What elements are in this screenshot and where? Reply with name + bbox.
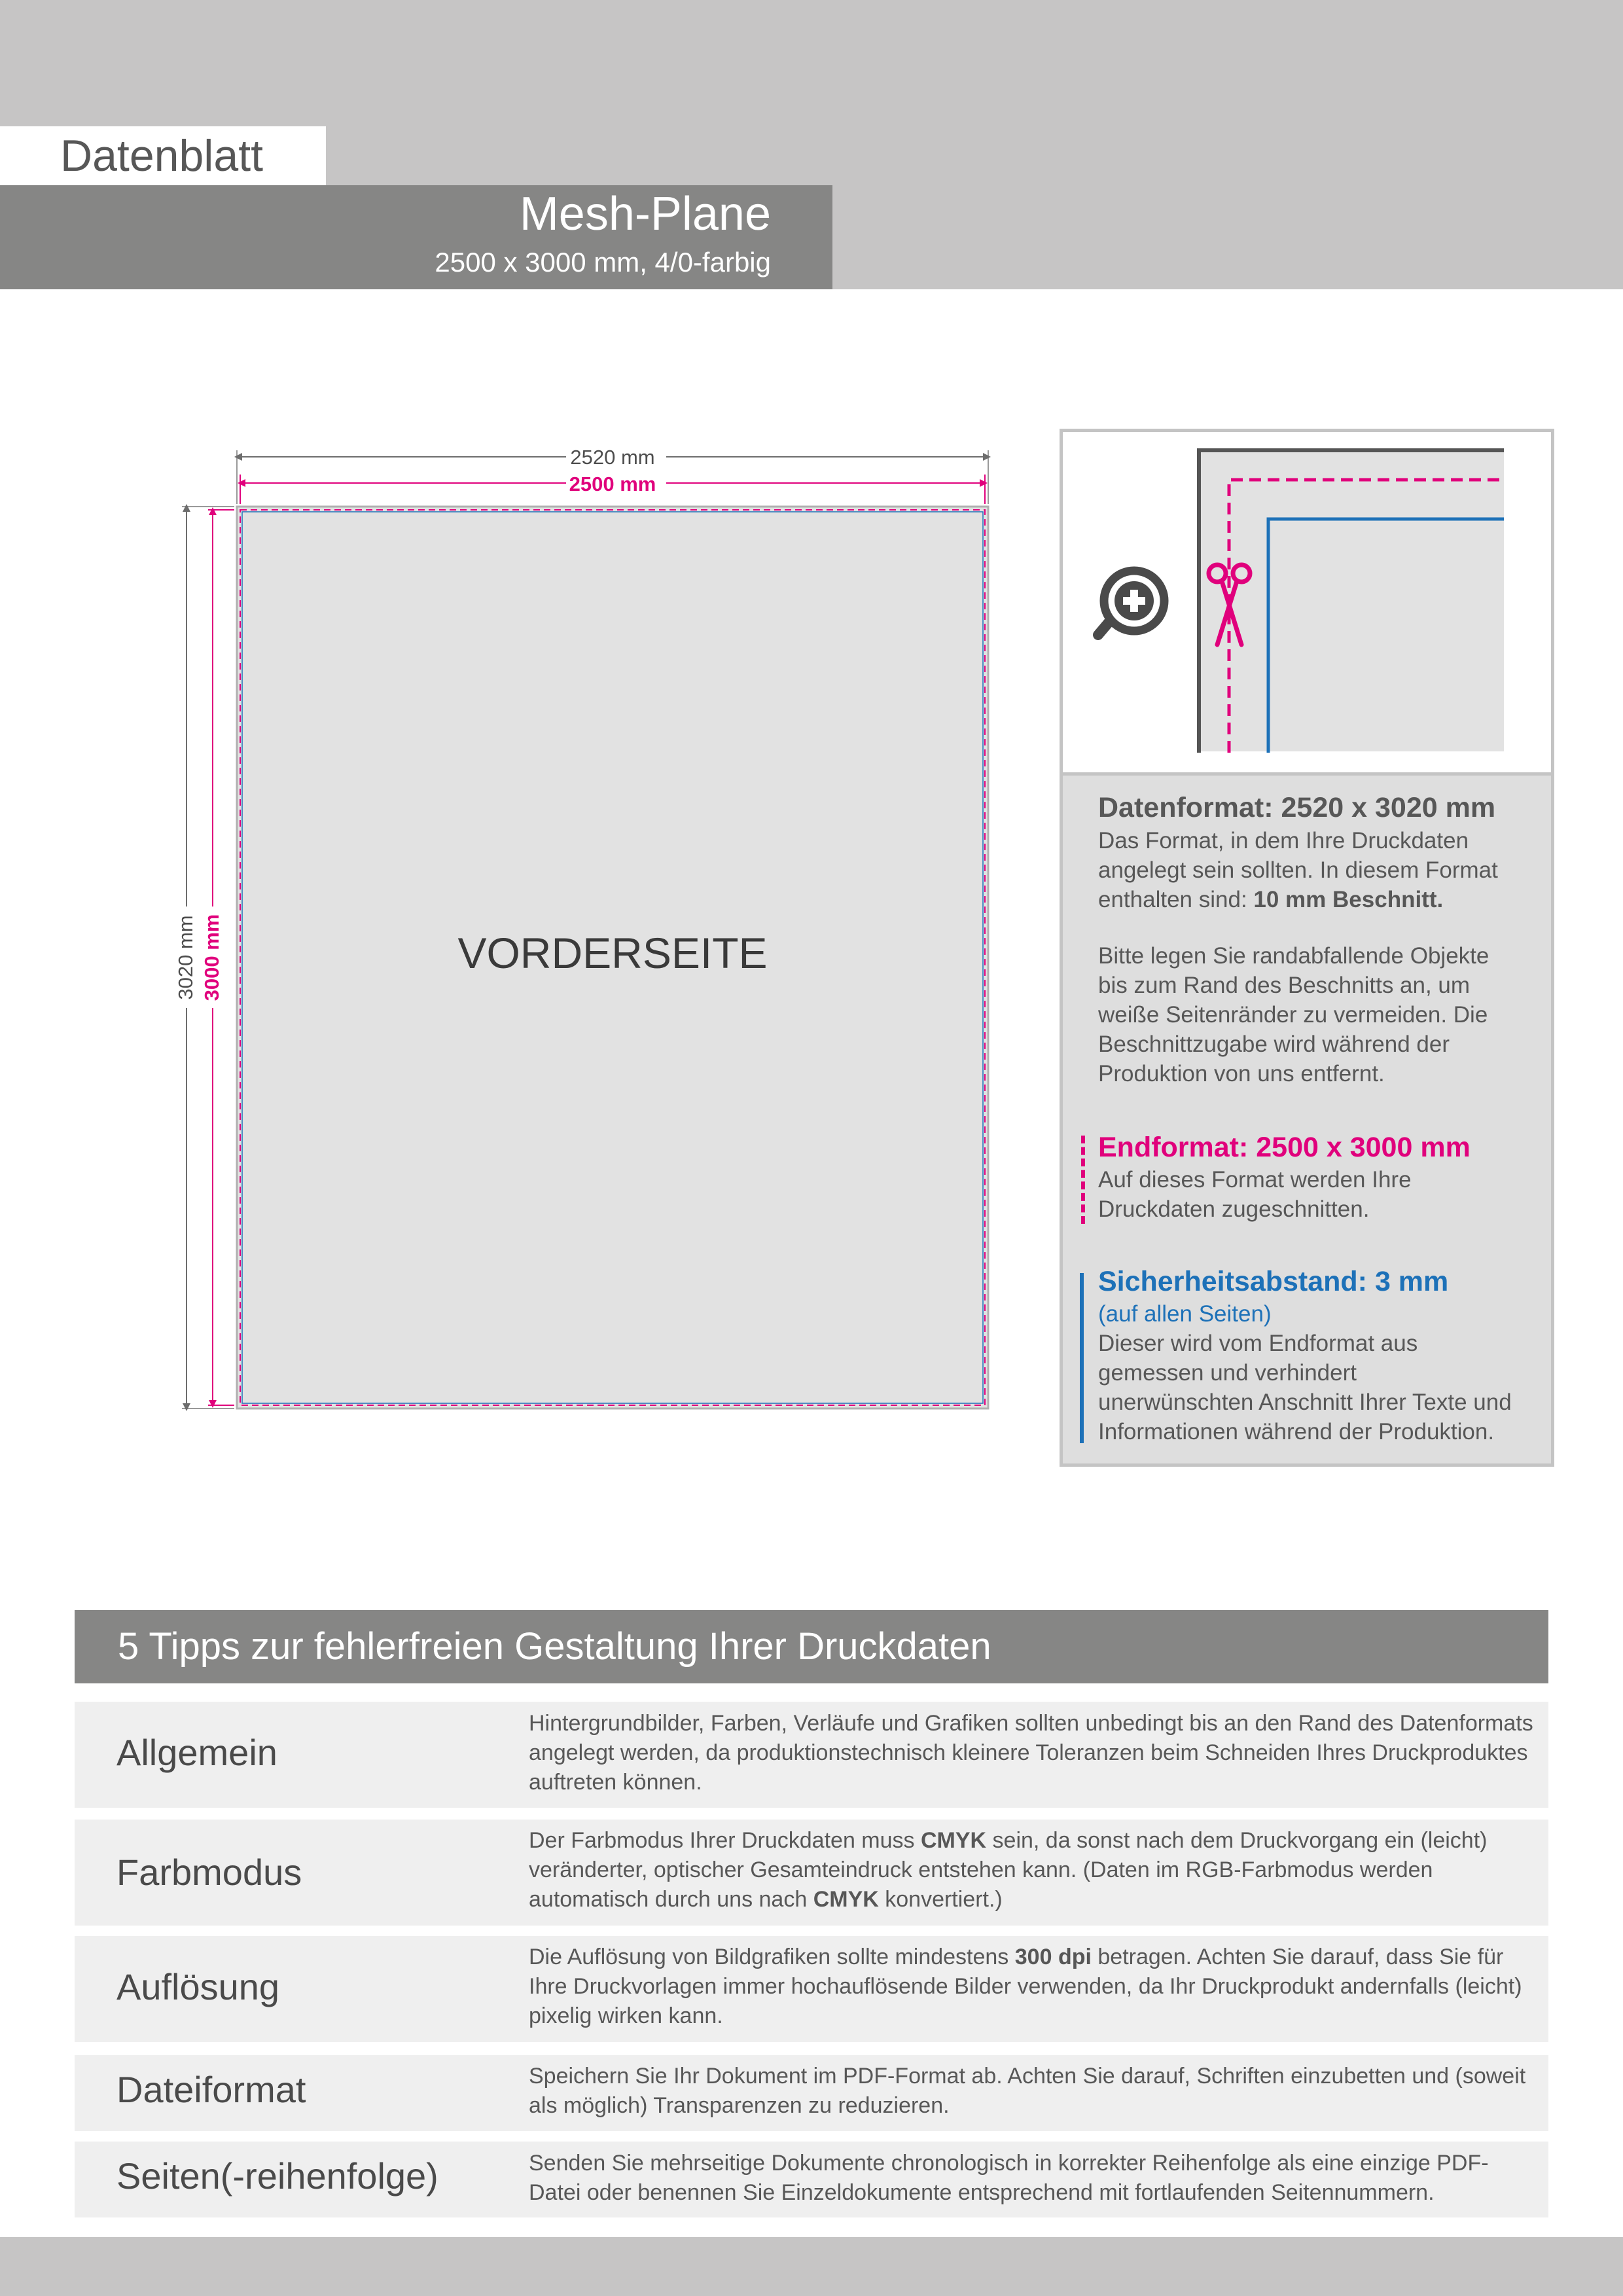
tip-label-aufloesung: Auflösung <box>116 1966 280 2007</box>
height-final-label: 3000 mm <box>200 914 223 1001</box>
tip-text-farbmodus: Der Farbmodus Ihrer Druckdaten muss CMYK sein, da sonst nach dem Druckvorgang ein (leicht) veränderter, optischer Gesamteindruck entstehen kann. (Daten im RGB-Farbmodus werden automatisch durch uns nach CMYK konvertiert.) <box>529 1828 1488 1912</box>
endformat-title: Endformat: 2500 x 3000 mm <box>1098 1132 1471 1163</box>
zoom-detail-graphic <box>1063 432 1551 772</box>
doc-label: Datenblatt <box>60 131 263 181</box>
front-side-label: VORDERSEITE <box>457 929 768 977</box>
tip-text-dateiformat: Speichern Sie Ihr Dokument im PDF-Format ab. Achten Sie darauf, Schriften einzubetten und (soweit als möglich) Transparenzen zu reduzieren. <box>529 2064 1526 2118</box>
tip-text-allgemein: Hintergrundbilder, Farben, Verläufe und Grafiken sollten unbedingt bis an den Rand des Datenformats angelegt werden, da produktionstechnisch kleinere Toleranzen beim Schneiden Ihres Druckproduktes auftreten können. <box>529 1711 1533 1795</box>
tip-label-seiten: Seiten(-reihenfolge) <box>116 2155 438 2197</box>
safety-subtitle: (auf allen Seiten) <box>1098 1301 1272 1327</box>
height-data-label: 3020 mm <box>174 915 197 1000</box>
tip-label-farbmodus: Farbmodus <box>116 1852 302 1893</box>
product-subtitle: 2500 x 3000 mm, 4/0-farbig <box>435 247 771 278</box>
format-drawing <box>170 432 1008 1420</box>
width-final-label: 2500 mm <box>569 473 656 495</box>
safety-marker <box>1080 1273 1084 1443</box>
tip-text-aufloesung: Die Auflösung von Bildgrafiken sollte mindestens 300 dpi betragen. Achten Sie darauf, dass Sie für Ihre Druckvorlagen immer hochauflösende Bilder verwenden, da Ihr Druckprodukt andernfalls (leicht) pixelig wirken kann. <box>529 1945 1522 2028</box>
bleed-hint-text: Bitte legen Sie randabfallende Objekte bis zum Rand des Beschnitts an, um weiße Seitenränder zu vermeiden. Die Beschnittzugabe wird während der Produktion von uns entfernt. <box>1098 943 1489 1086</box>
width-data-label: 2520 mm <box>570 446 655 469</box>
tip-label-allgemein: Allgemein <box>116 1732 277 1773</box>
safety-text: Dieser wird vom Endformat aus gemessen und verhindert unerwünschten Anschnitt Ihrer Texte und Informationen während der Produktion. <box>1098 1331 1512 1444</box>
tip-text-seiten: Senden Sie mehrseitige Dokumente chronologisch in korrekter Reihenfolge als eine einzige PDF-Datei oder benennen Sie Einzeldokumente entsprechend mit fortlaufenden Seitennummern. <box>529 2151 1489 2205</box>
endformat-marker <box>1081 1136 1085 1224</box>
tip-label-dateiformat: Dateiformat <box>116 2069 306 2110</box>
product-title: Mesh-Plane <box>519 188 771 240</box>
datenformat-text: Das Format, in dem Ihre Druckdaten angelegt sein sollten. In diesem Format enthalten sind: 10 mm Beschnitt. <box>1098 828 1498 912</box>
safety-title: Sicherheitsabstand: 3 mm <box>1098 1266 1449 1297</box>
endformat-text: Auf dieses Format werden Ihre Druckdaten zugeschnitten. <box>1098 1167 1412 1222</box>
footer-band <box>0 2237 1623 2296</box>
tips-title: 5 Tipps zur fehlerfreien Gestaltung Ihrer Druckdaten <box>118 1625 991 1668</box>
datenformat-title: Datenformat: 2520 x 3020 mm <box>1098 792 1496 823</box>
magnifier-plus-icon <box>1098 571 1164 635</box>
